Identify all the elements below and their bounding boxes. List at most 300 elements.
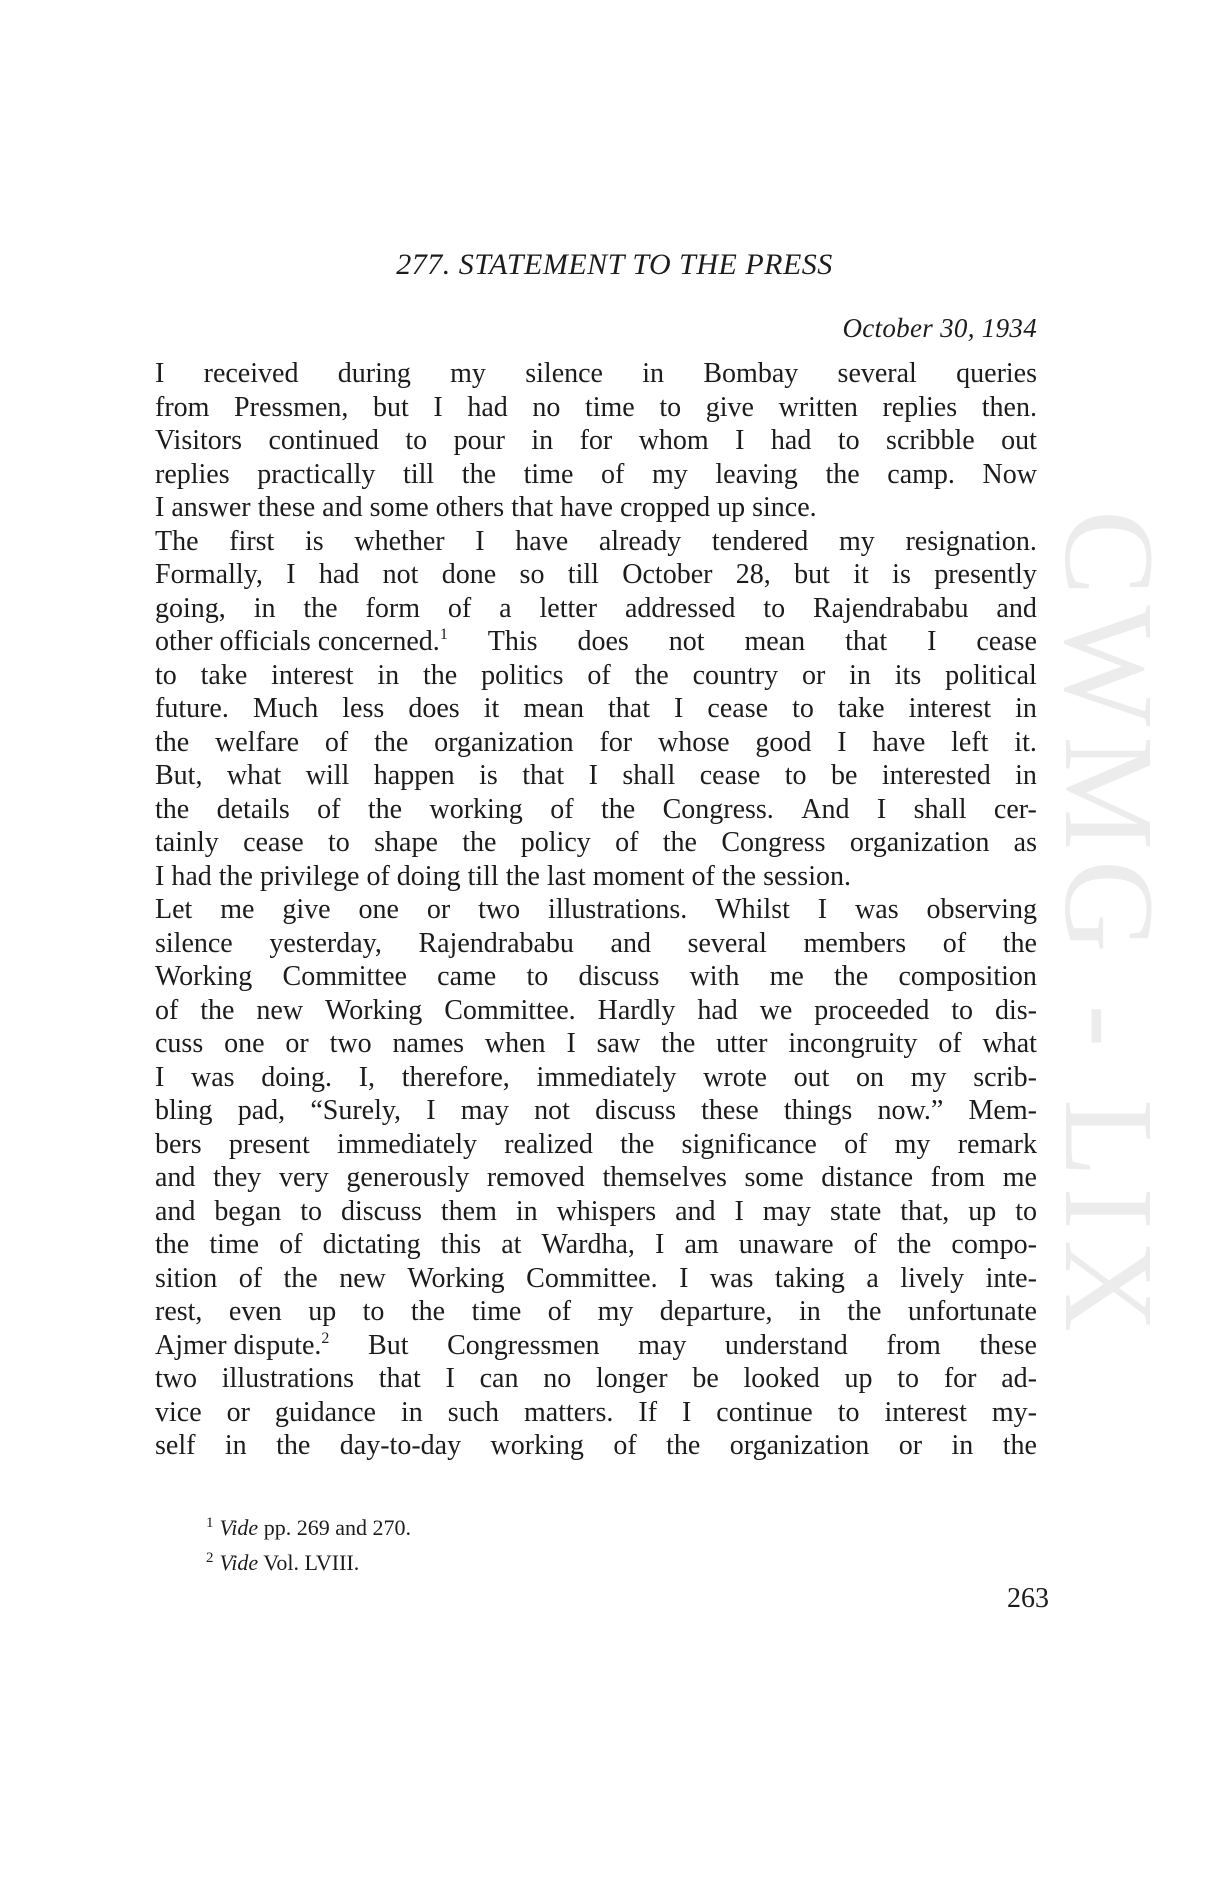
word: I [734, 1195, 744, 1227]
word: be [692, 1363, 719, 1394]
word: was [855, 894, 899, 925]
text-line [155, 558, 1037, 592]
word: I [588, 760, 598, 791]
word: October [622, 559, 713, 590]
word: such [447, 1396, 500, 1428]
text-line [155, 960, 1037, 994]
word: new [256, 994, 304, 1026]
word: the [276, 1430, 311, 1461]
word: of [942, 927, 967, 959]
text-line: I answer these and some others that have cropped up since. [155, 492, 817, 523]
footnote-vide: Vide [219, 1515, 259, 1540]
word: things [783, 1095, 853, 1126]
word: observing [926, 894, 1037, 925]
word: scrib- [973, 1061, 1037, 1093]
word: that [522, 760, 565, 791]
word: that, [900, 1195, 950, 1227]
word: to [328, 827, 350, 858]
text-line [155, 625, 1037, 659]
word: cuss [155, 1028, 204, 1059]
word: the [410, 1296, 446, 1327]
word: Formally, [155, 559, 263, 590]
page-title: 277. STATEMENT TO THE PRESS [396, 248, 833, 281]
word: is [479, 760, 498, 791]
word: for [943, 1363, 977, 1394]
word: the [303, 592, 338, 624]
word: not [668, 626, 705, 657]
word: the [1002, 927, 1037, 959]
word: have [872, 726, 926, 758]
word: Now [982, 458, 1037, 490]
word: of [613, 1430, 637, 1461]
word: my- [991, 1396, 1037, 1428]
word: even [228, 1296, 282, 1327]
word: no [532, 391, 561, 423]
word: Committee. [526, 1262, 658, 1294]
text-line [155, 1329, 1037, 1363]
word: in [531, 425, 554, 456]
word: Wardha, [541, 1229, 635, 1260]
word: politics [481, 659, 564, 691]
text-line [155, 1429, 1037, 1463]
footnote-mark: 1 [206, 1515, 214, 1531]
word: take [837, 693, 885, 724]
word: had [467, 391, 508, 423]
word: I [433, 391, 443, 423]
word: And [801, 793, 850, 825]
word: Committee. [444, 994, 576, 1026]
word: camp. [887, 458, 955, 490]
word: I [674, 693, 684, 724]
word: illustrations [221, 1363, 354, 1394]
word: two [155, 1363, 197, 1394]
word: it. [1014, 726, 1037, 758]
word: immediately [337, 1128, 477, 1160]
word: will [305, 760, 350, 791]
word: does [408, 693, 460, 724]
text-line [155, 592, 1037, 626]
word: mean [744, 626, 806, 657]
word: my [450, 358, 486, 389]
word: bers [155, 1128, 202, 1160]
text-line [155, 1262, 1037, 1296]
word: I [682, 1396, 692, 1428]
text-line [155, 1128, 1037, 1162]
word: Congressmen [447, 1329, 600, 1361]
word: and [996, 592, 1037, 624]
word: to [155, 659, 177, 691]
text-line [155, 357, 1037, 391]
word: to [897, 1363, 920, 1394]
word: the [666, 1430, 701, 1461]
word: may [638, 1329, 687, 1361]
word: presently [934, 559, 1037, 590]
word: I [735, 425, 745, 456]
word: organization [849, 827, 990, 858]
word: done [441, 559, 497, 590]
word: two [329, 1028, 372, 1059]
word: but [794, 559, 830, 590]
word: Congress. [662, 793, 774, 825]
word: to [526, 961, 549, 992]
word: to [659, 391, 682, 423]
word: the [461, 458, 497, 490]
word: at [501, 1229, 522, 1260]
word: the [462, 827, 497, 858]
word: shall [622, 760, 676, 791]
word: Whilst [715, 894, 790, 925]
word: generously [346, 1162, 470, 1193]
word: in [951, 1430, 974, 1461]
word: the [155, 793, 190, 825]
word: a [499, 592, 512, 624]
word: Congress [721, 827, 826, 858]
statement-date: October 30, 1934 [842, 313, 1037, 343]
word: the [897, 1229, 932, 1260]
word: out [793, 1061, 830, 1093]
word: had [770, 425, 812, 456]
text-line [155, 826, 1037, 860]
word: silence [525, 358, 603, 389]
word: does [577, 626, 629, 657]
word: working [490, 1430, 584, 1461]
word: interest [908, 693, 992, 724]
word: future. [155, 693, 229, 724]
word: ad- [1001, 1363, 1037, 1394]
word: letter [539, 592, 598, 624]
word: dis- [995, 994, 1037, 1026]
word: time [209, 1229, 260, 1260]
word: is [305, 525, 324, 557]
word: is [892, 559, 911, 590]
word: in [253, 592, 276, 624]
word: queries [956, 358, 1037, 389]
word: I [426, 1095, 436, 1126]
watermark-text: CWMG - LIX [1038, 510, 1180, 1343]
word: me [769, 961, 804, 992]
word: interest [884, 1396, 967, 1428]
word: pour [453, 425, 505, 456]
text-line [155, 1195, 1037, 1229]
word: me [220, 894, 255, 925]
word: tendered [711, 525, 809, 557]
word: the [200, 994, 235, 1026]
word: not [382, 559, 419, 590]
word: in [849, 659, 871, 691]
word: guidance [274, 1396, 376, 1428]
word: and [675, 1195, 716, 1227]
word: me [1002, 1162, 1037, 1193]
word: what [226, 760, 282, 791]
word: to [792, 693, 814, 724]
word: that [608, 693, 650, 724]
word: form [365, 592, 420, 624]
word: and [155, 1195, 196, 1227]
word: taking [774, 1262, 845, 1294]
word: give [282, 894, 331, 925]
word: them [440, 1195, 497, 1227]
word: may [762, 1195, 812, 1227]
word: left [951, 726, 989, 758]
text-line [155, 525, 1037, 559]
word: wrote [703, 1061, 767, 1093]
footnote-mark: 2 [206, 1550, 214, 1566]
word: the [847, 1296, 882, 1327]
word: removed [486, 1162, 585, 1193]
word: the [155, 1229, 190, 1260]
word: when [484, 1028, 546, 1059]
word: I [286, 559, 296, 590]
text-line [155, 893, 1037, 927]
watermark [1012, 510, 1202, 1380]
word: cease [243, 827, 304, 858]
word: unaware [738, 1229, 834, 1260]
word: proceeded [814, 994, 930, 1026]
word: this [440, 1229, 482, 1260]
word: my [910, 1061, 947, 1093]
word: for [599, 726, 633, 758]
word: to [1015, 1195, 1037, 1227]
word: written [778, 391, 858, 423]
word: came [437, 961, 497, 992]
word: several [687, 927, 767, 959]
text-line [155, 1027, 1037, 1061]
word: to [784, 760, 807, 791]
word: in [798, 1296, 821, 1327]
word: longer [596, 1363, 668, 1394]
word: the [1002, 1430, 1037, 1461]
word: or [898, 1430, 923, 1461]
word: that [845, 626, 888, 657]
word: it [853, 559, 869, 590]
word: of [550, 793, 574, 825]
word: Pressmen, [234, 391, 349, 423]
word: therefore, [401, 1061, 510, 1093]
word: “Surely, [310, 1095, 402, 1126]
word: scribble [886, 425, 975, 456]
word: Bombay [703, 358, 799, 389]
word: whose [657, 726, 730, 758]
word: Working [325, 994, 423, 1026]
word: But [368, 1329, 409, 1361]
word: had [318, 559, 360, 590]
word: I [837, 726, 847, 758]
footnotes [206, 1508, 411, 1578]
word: up [844, 1363, 873, 1394]
word: doing. [261, 1061, 333, 1093]
word: what [982, 1028, 1037, 1059]
word: am [684, 1229, 719, 1260]
word: the [834, 961, 869, 992]
word: I [817, 894, 828, 925]
word: state [829, 1195, 882, 1227]
text-line [155, 1396, 1037, 1430]
word: discuss [595, 1095, 676, 1126]
word: replies [155, 458, 230, 490]
word: utter [716, 1028, 768, 1059]
word: one [224, 1028, 265, 1059]
word: the [634, 659, 669, 691]
word: and [610, 927, 651, 959]
word: the [367, 793, 403, 825]
word: my [597, 1296, 634, 1327]
word: country [692, 659, 779, 691]
word: interested [881, 760, 991, 791]
text-line [155, 659, 1037, 693]
word: in [1015, 693, 1037, 724]
word: immediately [536, 1061, 677, 1093]
word: Mem- [968, 1095, 1037, 1126]
word: of [853, 1229, 877, 1260]
word: the [374, 726, 409, 758]
text-with-footnote: other officials concerned.$^1$ [155, 626, 448, 657]
text-line [155, 1161, 1037, 1195]
word: to [405, 425, 428, 456]
word: cease [976, 626, 1037, 657]
word: shape [374, 827, 438, 858]
word: the [155, 726, 190, 758]
footnote-text: Vol. LVIII. [263, 1550, 360, 1575]
word: Rajendrababu [813, 592, 969, 624]
word: Let [155, 894, 193, 925]
text-line: I had the privilege of doing till the last moment of the session. [155, 860, 851, 892]
word: mean [523, 693, 584, 724]
word: significance [681, 1128, 817, 1160]
text-line [155, 927, 1037, 961]
footnote-1 [206, 1508, 411, 1543]
word: lively [900, 1262, 965, 1294]
word: or [285, 1028, 309, 1059]
word: of [155, 994, 179, 1026]
word: cease [707, 693, 769, 724]
word: continued [268, 425, 379, 456]
text-line [155, 692, 1037, 726]
word: to [362, 1296, 385, 1327]
word: I [155, 1061, 165, 1093]
word: have [515, 525, 569, 557]
word: I [475, 525, 485, 557]
word: from [930, 1162, 986, 1193]
word: to [837, 425, 860, 456]
word: be [831, 760, 858, 791]
word: whom [638, 425, 709, 456]
word: Working [155, 961, 253, 992]
word: day-to-day [339, 1430, 462, 1461]
word: began [214, 1195, 282, 1227]
word: If [638, 1396, 658, 1428]
word: in [642, 358, 665, 389]
word: the [283, 1262, 318, 1294]
word: these [701, 1095, 759, 1126]
word: Committee [282, 961, 407, 992]
word: but [372, 391, 409, 423]
word: time [523, 458, 574, 490]
word: not [534, 1095, 570, 1126]
page-number: 263 [1007, 1583, 1049, 1614]
word: unfortunate [907, 1296, 1037, 1327]
word: and [155, 1162, 196, 1193]
word: or [226, 1396, 250, 1428]
word: rest, [155, 1296, 203, 1327]
word: the [423, 659, 458, 691]
word: of [324, 726, 349, 758]
word: received [203, 358, 299, 389]
word: take [200, 659, 248, 691]
word: less [342, 693, 385, 724]
word: I [155, 358, 165, 389]
text-with-footnote: Ajmer dispute.$^2$ [155, 1329, 330, 1361]
word: shall [913, 793, 967, 825]
word: several [837, 358, 917, 389]
footnote-2 [206, 1543, 411, 1578]
word: we [759, 994, 793, 1026]
word: may [460, 1095, 509, 1126]
word: that [378, 1363, 421, 1394]
word: bling [155, 1095, 213, 1126]
word: I [876, 793, 887, 825]
word: was [709, 1262, 754, 1294]
word: But, [155, 760, 203, 791]
word: vice [155, 1396, 202, 1428]
word: the [661, 1028, 696, 1059]
word: had [697, 994, 738, 1026]
word: I [927, 626, 937, 657]
word: I [445, 1363, 455, 1394]
word: happen [373, 760, 455, 791]
word: dictating [322, 1229, 421, 1260]
word: I [566, 1028, 576, 1059]
text-line [155, 424, 1037, 458]
word: up [968, 1195, 997, 1227]
word: to [300, 1195, 323, 1227]
word: matters. [523, 1396, 614, 1428]
word: of [938, 1028, 962, 1059]
word: my [894, 1128, 931, 1160]
word: welfare [215, 726, 300, 758]
word: leaving [715, 458, 798, 490]
word: of [317, 793, 341, 825]
word: I [655, 1229, 665, 1260]
word: yesterday, [269, 927, 382, 959]
word: very [278, 1162, 329, 1193]
word: going, [155, 592, 226, 624]
word: resignation. [905, 525, 1037, 557]
word: realized [504, 1128, 593, 1160]
word: no [543, 1363, 572, 1394]
word: to [763, 592, 786, 624]
text-line [155, 1362, 1037, 1396]
footnote-ref-1: 1 [439, 626, 448, 643]
word: saw [596, 1028, 641, 1059]
word: 28, [735, 559, 771, 590]
word: the [620, 1128, 655, 1160]
word: on [856, 1061, 885, 1093]
word: the [662, 827, 697, 858]
word: in [224, 1430, 247, 1461]
word: of [615, 827, 639, 858]
text-line [155, 726, 1037, 760]
word: to [837, 1396, 860, 1428]
word: from [155, 391, 210, 423]
word: policy [520, 827, 591, 858]
word: of [587, 659, 611, 691]
word: in [1015, 760, 1037, 791]
word: political [945, 659, 1037, 691]
word: now.” [877, 1095, 944, 1126]
word: to [951, 994, 974, 1026]
word: incongruity [788, 1028, 918, 1059]
word: understand [724, 1329, 848, 1361]
